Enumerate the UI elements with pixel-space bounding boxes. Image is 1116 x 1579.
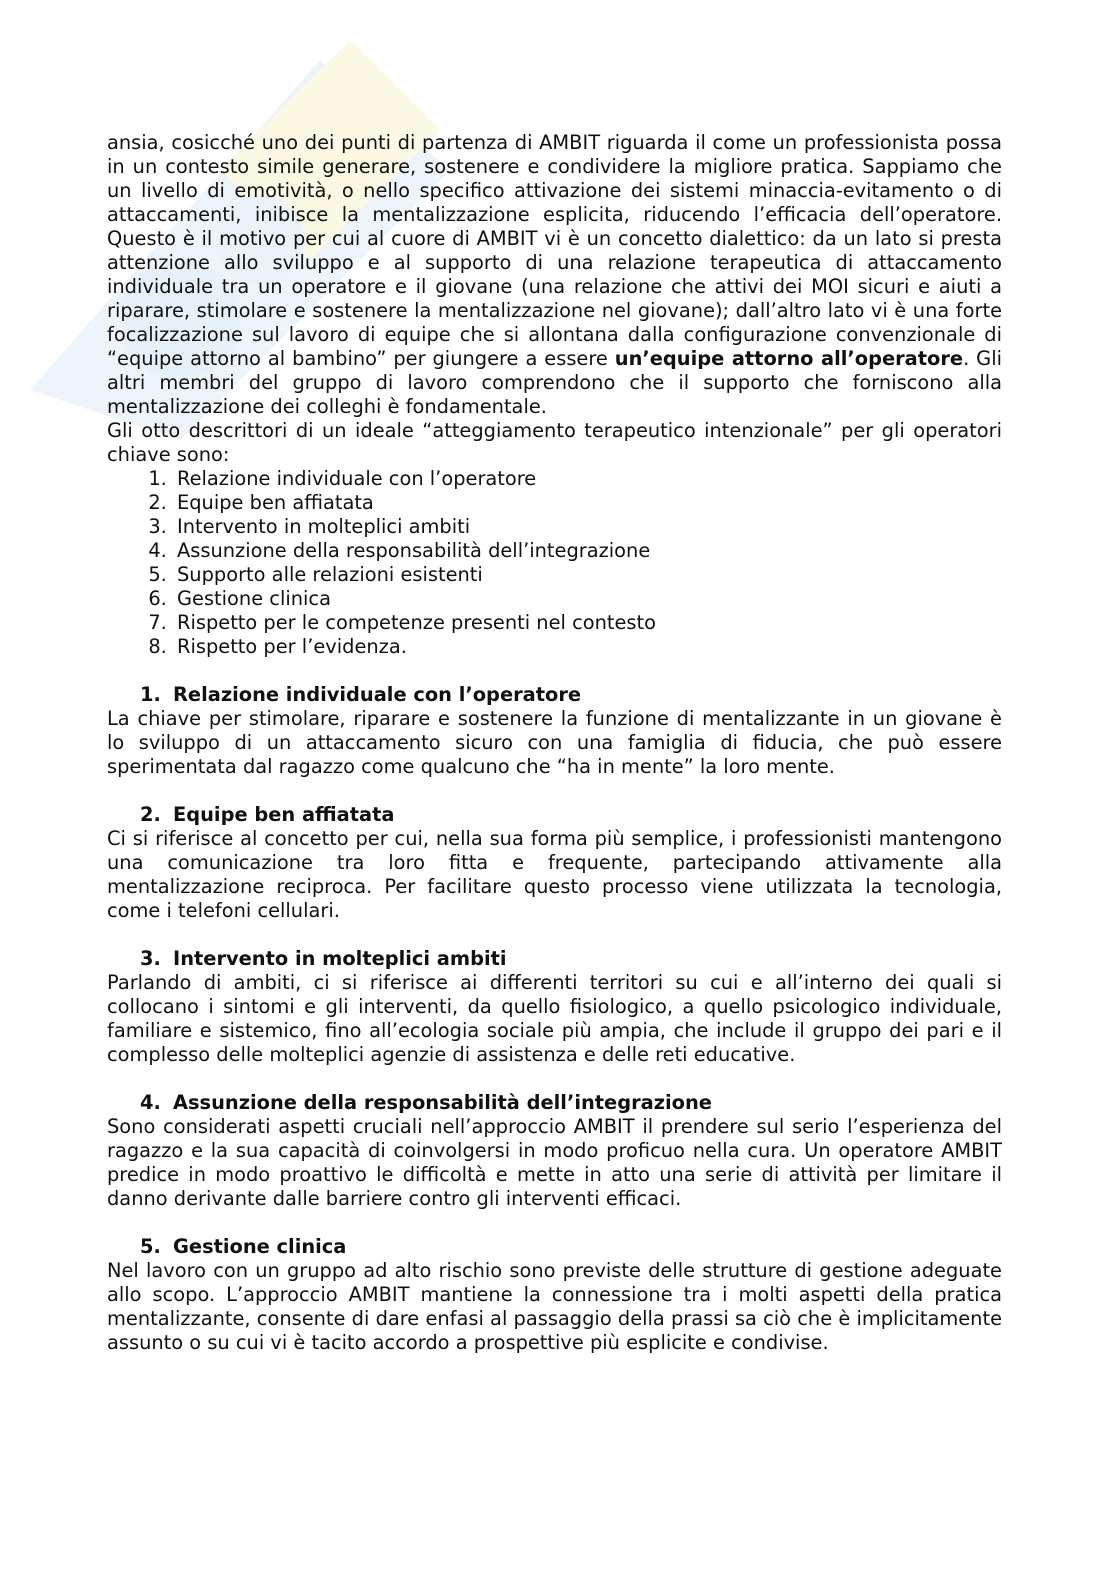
- emphasis-text: un’equipe attorno all’operatore: [614, 347, 964, 370]
- list-item: 5. Supporto alle relazioni esistenti: [173, 563, 1002, 587]
- list-item: 4. Assunzione della responsabilità dell’integrazione: [173, 539, 1002, 563]
- section-heading: 1. Relazione individuale con l’operatore: [140, 683, 582, 706]
- section-body: Ci si riferisce al concetto per cui, nella sua forma più semplice, i professionisti mantengono una comunicazione tra loro fitta e frequente, partecipando attivamente alla mentalizzazione reciproca. Per facilitare questo processo viene utilizzata la tecnologia, come i telefoni cellulari.: [107, 827, 1002, 922]
- section-body: Sono considerati aspetti cruciali nell’approccio AMBIT il prendere sul serio l’esperienza del ragazzo e la sua capacità di coinvolgersi in modo proficuo nella cura. Un operatore AMBIT predice in modo proattivo le difficoltà e mette in atto una serie di attività per limitare il danno derivante dalle barriere contro gli interventi efficaci.: [107, 1115, 1002, 1210]
- section-body: Parlando di ambiti, ci si riferisce ai differenti territori su cui e all’interno dei quali si collocano i sintomi e gli interventi, da quello fisiologico, a quello psicologico individuale, familiare e sistemico, fino all’ecologia sociale più ampia, che include il gruppo dei pari e il complesso delle molteplici agenzie di assistenza e delle reti educative.: [107, 971, 1002, 1066]
- document-page: [107, 131, 1002, 1355]
- intro-paragraph: ansia, cosicché uno dei punti di partenza di AMBIT riguarda il come un professionista possa in un contesto simile generare, sostenere e condividere la migliore pratica. Sappiamo che un livello di emotività, o nello specifico attivazione dei sistemi minaccia-evitamento o di attaccamenti, inibisce la mentalizzazione esplicita, riducendo l’efficacia dell’operatore. Questo è il motivo per cui al cuore di AMBIT vi è un concetto dialettico: da un lato si presta attenzione allo sviluppo e al supporto di una relazione terapeutica di attaccamento individuale tra un operatore e il giovane (una relazione che attivi dei MOI sicuri e aiuti a riparare, stimolare e sostenere la mentalizzazione nel giovane); dall’altro lato vi è una forte focalizzazione sul lavoro di equipe che si allontana dalla configurazione convenzionale di “equipe attorno al bambino” per giungere a essere un’equipe attorno all’operatore. Gli altri membri del gruppo di lavoro comprendono che il supporto che forniscono alla mentalizzazione dei colleghi è fondamentale.: [107, 131, 1002, 418]
- section-heading: 3. Intervento in molteplici ambiti: [140, 947, 507, 970]
- list-item: 1. Relazione individuale con l’operatore: [173, 467, 1002, 491]
- list-item: 3. Intervento in molteplici ambiti: [173, 515, 1002, 539]
- section-heading: 2. Equipe ben affiatata: [140, 803, 395, 826]
- list-item: 2. Equipe ben affiatata: [173, 491, 1002, 515]
- section-body: La chiave per stimolare, riparare e sostenere la funzione di mentalizzante in un giovane è lo sviluppo di un attaccamento sicuro con una famiglia di fiducia, che può essere sperimentata dal ragazzo come qualcuno che “ha in mente” la loro mente.: [107, 707, 1002, 778]
- descriptor-list: [107, 467, 1002, 659]
- section-heading: 4. Assunzione della responsabilità dell’integrazione: [140, 1091, 712, 1114]
- list-item: 8. Rispetto per l’evidenza.: [173, 635, 1002, 659]
- section-heading: 5. Gestione clinica: [140, 1235, 347, 1258]
- list-item: 6. Gestione clinica: [173, 587, 1002, 611]
- descriptors-intro: Gli otto descrittori di un ideale “atteggiamento terapeutico intenzionale” per gli operatori chiave sono:: [107, 419, 1002, 466]
- section-body: Nel lavoro con un gruppo ad alto rischio sono previste delle strutture di gestione adeguate allo scopo. L’approccio AMBIT mantiene la connessione tra i molti aspetti della pratica mentalizzante, consente di dare enfasi al passaggio della prassi sa ciò che è implicitamente assunto o su cui vi è tacito accordo a prospettive più esplicite e condivise.: [107, 1259, 1002, 1354]
- list-item: 7. Rispetto per le competenze presenti nel contesto: [173, 611, 1002, 635]
